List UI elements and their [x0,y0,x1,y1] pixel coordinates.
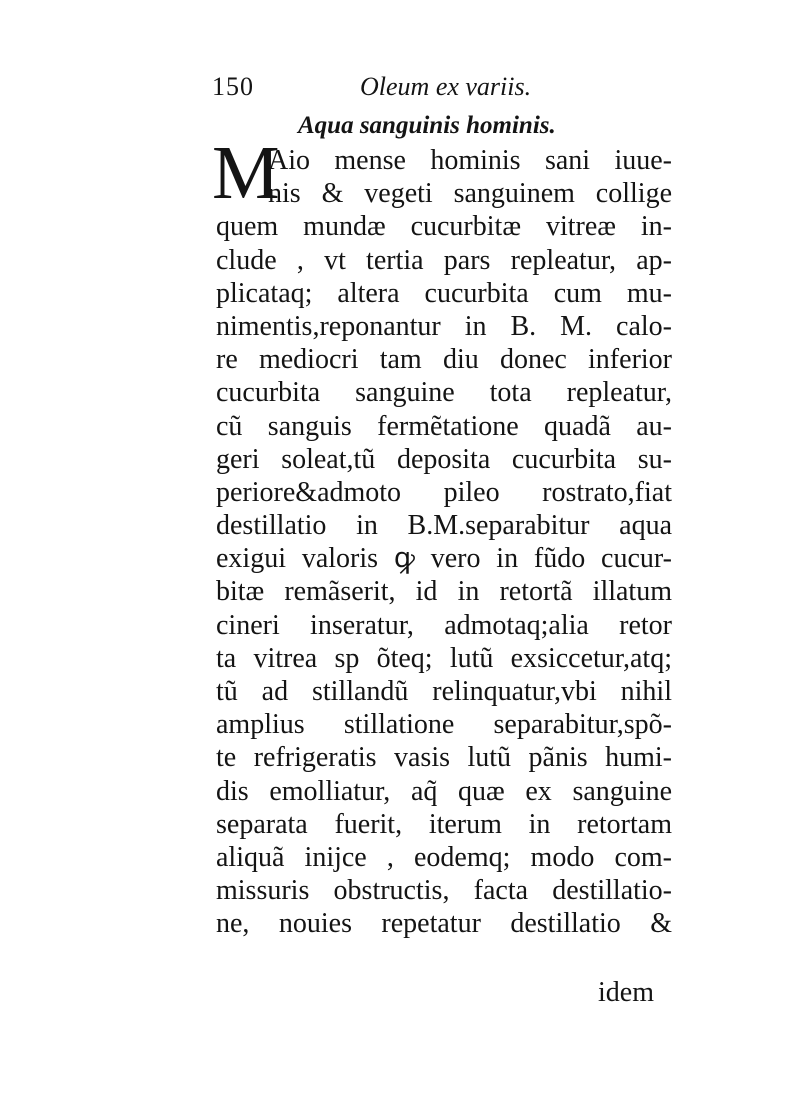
running-head [212,72,672,102]
text-line: clude , vt tertia pars repleatur, ap- [216,244,672,276]
body-text [216,144,672,941]
text-line: geri soleat,tũ deposita cucurbita su- [216,443,672,475]
text-line: tũ ad stillandũ relinquatur,vbi nihil [216,676,672,707]
text-line: cineri inseratur, admotaq;alia retor [216,609,672,641]
text-line: periore&admoto pileo rostrato,fiat [216,476,672,508]
text-line: destillatio in B.M.separabitur aqua [216,510,672,542]
text-line: dis emolliatur, aq̃ quæ ex sanguine [216,775,672,807]
running-head-title: Oleum ex variis. [360,72,532,101]
page-number: 150 [212,72,254,101]
text-line: bitæ remãserit, id in retortã illatum [216,576,672,608]
text-line: re mediocri tam diu donec inferior [216,344,672,376]
text-line: plicataq; altera cucurbita cum mu- [216,277,672,309]
text-line: ta vitrea sp õteq; lutũ exsiccetur,atq; [216,642,672,674]
catchword: idem [598,977,654,1008]
text-line: ne, nouies repetatur destillatio & [216,908,672,940]
text-line: te refrigeratis vasis lutũ pãnis humi- [216,742,672,774]
text-line: nis & vegeti sanguinem collige [268,178,672,210]
text-line: cũ sanguis fermẽtatione quadã au- [216,410,672,442]
text-line: cucurbita sanguine tota repleatur, [216,377,672,409]
text-line: amplius stillatione separabitur,spõ- [216,709,672,741]
text-line: nimentis,reponantur in B. M. calo- [216,310,672,342]
text-line: exigui valoris ꝙ vero in fũdo cucur- [216,543,672,575]
drop-cap-initial: M [212,131,280,215]
text-line: separata fuerit, iterum in retortam [216,808,672,840]
text-line: missuris obstructis, facta destillatio- [216,875,672,907]
text-line: Aio mense hominis sani iuue- [268,145,672,176]
section-title: Aqua sanguinis hominis. [298,112,556,139]
text-line: aliquã inijce , eodemq; modo com- [216,841,672,873]
text-line: quem mundæ cucurbitæ vitreæ in- [216,211,672,243]
